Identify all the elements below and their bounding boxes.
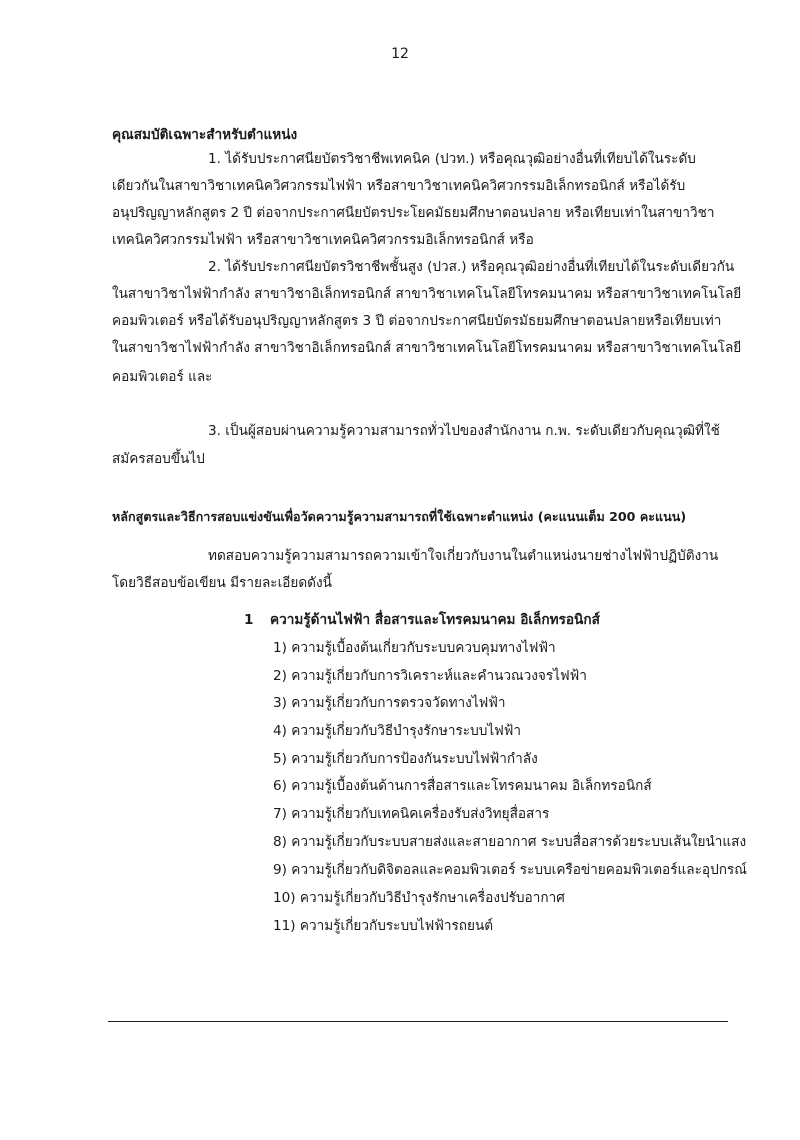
section-title: ความรู้ด้านไฟฟ้า สื่อสารและโทรคมนาคม อิเล็กทรอนิกส์ xyxy=(270,612,600,628)
qualification-line: 2. ได้รับประกาศนียบัตรวิชาชีพชั้นสูง (ปวส.) หรือคุณวุฒิอย่างอื่นที่เทียบได้ในระดับเดียวกัน xyxy=(208,259,735,275)
list-item: 8) ความรู้เกี่ยวกับระบบสายส่งและสายอากาศ ระบบสื่อสารด้วยระบบเส้นใยนำแสง xyxy=(273,834,747,850)
qualification-line: เดียวกันในสาขาวิชาเทคนิควิศวกรรมไฟฟ้า หรือสาขาวิชาเทคนิควิศวกรรมอิเล็กทรอนิกส์ หรือได้รับ xyxy=(112,178,686,194)
page-number: 12 xyxy=(391,46,409,62)
qualification-line: 1. ได้รับประกาศนียบัตรวิชาชีพเทคนิค (ปวท.) หรือคุณวุฒิอย่างอื่นที่เทียบได้ในระดับ xyxy=(208,151,696,167)
list-item: 6) ความรู้เบื้องต้นด้านการสื่อสารและโทรคมนาคม อิเล็กทรอนิกส์ xyxy=(273,778,652,794)
qualification-line: อนุปริญญาหลักสูตร 2 ปี ต่อจากประกาศนียบัตรประโยคมัธยมศึกษาตอนปลาย หรือเทียบเท่าในสาขาวิชา xyxy=(112,205,715,221)
exam-heading: หลักสูตรและวิธีการสอบแข่งขันเพื่อวัดความรู้ความสามารถที่ใช้เฉพาะตำแหน่ง (คะแนนเต็ม 200 คะแนน) xyxy=(112,509,687,524)
list-item: 7) ความรู้เกี่ยวกับเทคนิคเครื่องรับส่งวิทยุสื่อสาร xyxy=(273,806,550,822)
list-item: 4) ความรู้เกี่ยวกับวิธีบำรุงรักษาระบบไฟฟ้า xyxy=(273,723,522,739)
list-item: 1) ความรู้เบื้องต้นเกี่ยวกับระบบควบคุมทางไฟฟ้า xyxy=(273,640,556,656)
qualification-line: เทคนิควิศวกรรมไฟฟ้า หรือสาขาวิชาเทคนิควิศวกรรมอิเล็กทรอนิกส์ หรือ xyxy=(112,232,534,248)
qualifications-heading: คุณสมบัติเฉพาะสำหรับตำแหน่ง xyxy=(112,127,298,143)
list-item: 3) ความรู้เกี่ยวกับการตรวจวัดทางไฟฟ้า xyxy=(273,695,506,711)
qualification-line: คอมพิวเตอร์ หรือได้รับอนุปริญญาหลักสูตร 3 ปี ต่อจากประกาศนียบัตรมัธยมศึกษาตอนปลายหรือเทียบเท่า xyxy=(112,313,722,329)
list-item: 5) ความรู้เกี่ยวกับการป้องกันระบบไฟฟ้ากำลัง xyxy=(273,751,538,767)
list-item: 2) ความรู้เกี่ยวกับการวิเคราะห์และคำนวณวงจรไฟฟ้า xyxy=(273,668,587,684)
footer-divider xyxy=(108,1021,728,1022)
qualification-line: 3. เป็นผู้สอบผ่านความรู้ความสามารถทั่วไปของสำนักงาน ก.พ. ระดับเดียวกับคุณวุฒิที่ใช้ xyxy=(208,423,720,439)
qualification-line: ในสาขาวิชาไฟฟ้ากำลัง สาขาวิชาอิเล็กทรอนิกส์ สาขาวิชาเทคโนโลยีโทรคมนาคม หรือสาขาวิชาเทคโนโลยี xyxy=(112,286,742,302)
qualification-line: คอมพิวเตอร์ และ xyxy=(112,369,213,385)
list-item: 11) ความรู้เกี่ยวกับระบบไฟฟ้ารถยนต์ xyxy=(273,918,494,934)
section-number: 1 xyxy=(244,612,254,628)
list-item: 9) ความรู้เกี่ยวกับดิจิตอลและคอมพิวเตอร์ ระบบเครือข่ายคอมพิวเตอร์และอุปกรณ์ xyxy=(273,862,747,878)
exam-intro-line: โดยวิธีสอบข้อเขียน มีรายละเอียดดังนี้ xyxy=(112,575,332,591)
list-item: 10) ความรู้เกี่ยวกับวิธีบำรุงรักษาเครื่องปรับอากาศ xyxy=(273,890,565,906)
exam-intro-line: ทดสอบความรู้ความสามารถความเข้าใจเกี่ยวกับงานในตำแหน่งนายช่างไฟฟ้าปฏิบัติงาน xyxy=(208,548,719,564)
qualification-line: สมัครสอบขึ้นไป xyxy=(112,451,205,467)
qualification-line: ในสาขาวิชาไฟฟ้ากำลัง สาขาวิชาอิเล็กทรอนิกส์ สาขาวิชาเทคโนโลยีโทรคมนาคม หรือสาขาวิชาเทคโนโลยี xyxy=(112,340,742,356)
